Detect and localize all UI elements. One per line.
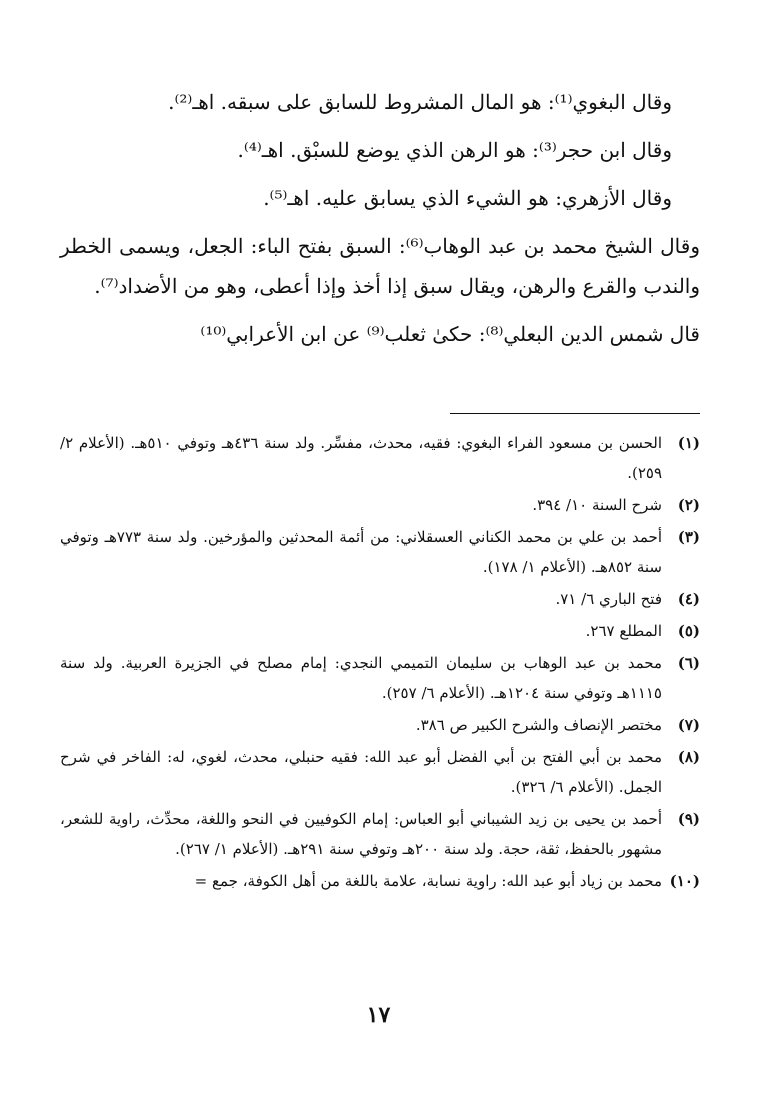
footnote — [60, 710, 700, 740]
footnote-text: أحمد بن يحيى بن زيد الشيباني أبو العباس: إمام الكوفيين في النحو واللغة، محدِّث، راوية للشعر، مشهور بالحفظ، ثقة، حجة. ولد سنة ٢٠٠هـ وتوفي سنة ٢٩١هـ. (الأعلام ١/ ٢٦٧). — [60, 810, 662, 858]
paragraph-ibn-hajar: وقال ابن حجر⁽³⁾: هو الرهن الذي يوضع للسبْق. اهـ⁽⁴⁾. — [237, 138, 672, 162]
footnote-number: (٥) — [677, 622, 700, 640]
footnote — [60, 428, 700, 488]
book-page — [60, 0, 700, 1100]
footnote — [60, 648, 700, 708]
footnote-number: (٢) — [677, 496, 700, 514]
footnote-text: الحسن بن مسعود الفراء البغوي: فقيه، محدث، مفسِّر. ولد سنة ٤٣٦هـ وتوفي ٥١٠هـ. (الأعلام ٢/ ٢٥٩). — [60, 434, 662, 482]
paragraph-baghawi: وقال البغوي⁽¹⁾: هو المال المشروط للسابق على سبقه. اهـ⁽²⁾. — [168, 90, 672, 114]
footnote-number: (٩) — [677, 810, 700, 828]
footnote-text: فتح الباري ٦/ ٧١. — [555, 590, 662, 608]
footnote-number: (٦) — [677, 654, 700, 672]
footnote-text: محمد بن عبد الوهاب بن سليمان التميمي النجدي: إمام مصلح في الجزيرة العربية. ولد سنة ١١١٥هـ وتوفي سنة ١٢٠٤هـ. (الأعلام ٦/ ٢٥٧). — [60, 654, 662, 702]
main-text — [60, 82, 700, 362]
paragraph-azhari: وقال الأزهري: هو الشيء الذي يسابق عليه. اهـ⁽⁵⁾. — [263, 186, 672, 210]
footnote-text: أحمد بن علي بن محمد الكناني العسقلاني: من أئمة المحدثين والمؤرخين. ولد سنة ٧٧٣هـ وتوفي سنة ٨٥٢هـ. (الأعلام ١/ ١٧٨). — [60, 528, 662, 576]
footnote-number: (٧) — [677, 716, 700, 734]
footnote-number: (٨) — [677, 748, 700, 766]
footnote-divider — [450, 413, 700, 414]
footnotes-section — [60, 428, 700, 898]
footnote-text: محمد بن زياد أبو عبد الله: راوية نسابة، علامة باللغة من أهل الكوفة، جمع = — [194, 872, 662, 890]
page-number: ١٧ — [366, 1002, 391, 1028]
footnote — [60, 804, 700, 864]
footnote-text: محمد بن أبي الفتح بن أبي الفضل أبو عبد الله: فقيه حنبلي، محدث، لغوي، له: الفاخر في شرح الجمل. (الأعلام ٦/ ٣٢٦). — [60, 748, 662, 796]
footnote-text: شرح السنة ١٠/ ٣٩٤. — [532, 496, 662, 514]
footnote — [60, 866, 700, 896]
footnote-text: المطلع ٢٦٧. — [585, 622, 662, 640]
footnote-number: (٣) — [677, 528, 700, 546]
paragraph-shams-al-din: قال شمس الدين البعلي⁽⁸⁾: حكىٰ ثعلب⁽⁹⁾ عن ابن الأعرابي⁽¹⁰⁾ — [200, 322, 700, 346]
footnote-text: مختصر الإنصاف والشرح الكبير ص ٣٨٦. — [415, 716, 662, 734]
footnote-number: (٤) — [677, 590, 700, 608]
footnote — [60, 616, 700, 646]
footnote — [60, 742, 700, 802]
footnote — [60, 522, 700, 582]
paragraph-ibn-abdulwahhab: وقال الشيخ محمد بن عبد الوهاب⁽⁶⁾: السبق بفتح الباء: الجعل، ويسمى الخطر والندب والقرع والرهن، ويقال سبق إذا أخذ وإذا أعطى، وهو من الأضداد⁽⁷⁾. — [60, 234, 700, 298]
footnote-number: (١) — [677, 434, 700, 452]
footnote-number: (١٠) — [669, 872, 700, 890]
footnote — [60, 584, 700, 614]
footnote — [60, 490, 700, 520]
